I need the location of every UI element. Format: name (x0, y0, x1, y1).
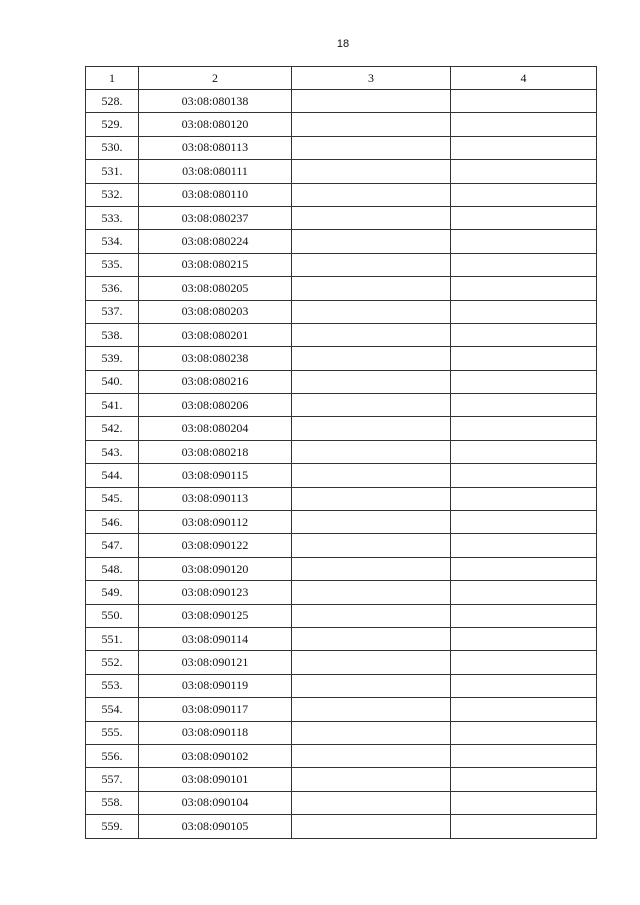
col4-cell (451, 370, 597, 393)
col4-cell (451, 277, 597, 300)
col3-cell (292, 744, 451, 767)
col3-cell (292, 487, 451, 510)
cadastral-code-cell: 03:08:090122 (139, 534, 292, 557)
row-number-cell: 530. (86, 136, 139, 159)
cadastral-code-cell: 03:08:080201 (139, 323, 292, 346)
col4-cell (451, 791, 597, 814)
col4-cell (451, 651, 597, 674)
table-row (86, 206, 597, 229)
cadastral-code-cell: 03:08:080113 (139, 136, 292, 159)
row-number-cell: 552. (86, 651, 139, 674)
col3-cell (292, 557, 451, 580)
cadastral-code-cell: 03:08:090121 (139, 651, 292, 674)
col3-cell (292, 768, 451, 791)
col3-cell (292, 136, 451, 159)
table-row (86, 464, 597, 487)
col3-cell (292, 651, 451, 674)
table-row (86, 300, 597, 323)
col4-cell (451, 464, 597, 487)
row-number-cell: 540. (86, 370, 139, 393)
col3-cell (292, 160, 451, 183)
table-row (86, 90, 597, 113)
table-row (86, 440, 597, 463)
cadastral-code-cell: 03:08:090120 (139, 557, 292, 580)
col4-cell (451, 394, 597, 417)
cadastral-code-cell: 03:08:080224 (139, 230, 292, 253)
table-row (86, 768, 597, 791)
row-number-cell: 534. (86, 230, 139, 253)
row-number-cell: 549. (86, 581, 139, 604)
cadastral-code-cell: 03:08:090125 (139, 604, 292, 627)
col4-cell (451, 627, 597, 650)
table-row (86, 511, 597, 534)
cadastral-code-cell: 03:08:090114 (139, 627, 292, 650)
row-number-cell: 550. (86, 604, 139, 627)
table-row (86, 791, 597, 814)
col3-cell (292, 300, 451, 323)
header-col-4: 4 (451, 67, 597, 90)
col4-cell (451, 768, 597, 791)
table-row (86, 113, 597, 136)
table-row (86, 370, 597, 393)
table-row (86, 744, 597, 767)
col3-cell (292, 183, 451, 206)
col4-cell (451, 113, 597, 136)
cadastral-code-cell: 03:08:090115 (139, 464, 292, 487)
col3-cell (292, 253, 451, 276)
row-number-cell: 531. (86, 160, 139, 183)
col4-cell (451, 136, 597, 159)
cadastral-code-cell: 03:08:090123 (139, 581, 292, 604)
col3-cell (292, 417, 451, 440)
col4-cell (451, 440, 597, 463)
table-row (86, 183, 597, 206)
col4-cell (451, 183, 597, 206)
col4-cell (451, 511, 597, 534)
row-number-cell: 546. (86, 511, 139, 534)
col4-cell (451, 323, 597, 346)
cadastral-code-cell: 03:08:080120 (139, 113, 292, 136)
cadastral-code-cell: 03:08:080110 (139, 183, 292, 206)
row-number-cell: 541. (86, 394, 139, 417)
table-row (86, 277, 597, 300)
cadastral-code-cell: 03:08:080218 (139, 440, 292, 463)
row-number-cell: 538. (86, 323, 139, 346)
cadastral-code-cell: 03:08:090101 (139, 768, 292, 791)
cadastral-code-cell: 03:08:080204 (139, 417, 292, 440)
row-number-cell: 551. (86, 627, 139, 650)
row-number-cell: 559. (86, 815, 139, 838)
col4-cell (451, 300, 597, 323)
row-number-cell: 548. (86, 557, 139, 580)
col4-cell (451, 674, 597, 697)
col3-cell (292, 815, 451, 838)
cadastral-code-cell: 03:08:090117 (139, 698, 292, 721)
col3-cell (292, 581, 451, 604)
col3-cell (292, 721, 451, 744)
table-body (86, 90, 597, 839)
col3-cell (292, 511, 451, 534)
table-row (86, 253, 597, 276)
row-number-cell: 554. (86, 698, 139, 721)
cadastral-code-cell: 03:08:090104 (139, 791, 292, 814)
table-row (86, 230, 597, 253)
table-row (86, 136, 597, 159)
col4-cell (451, 557, 597, 580)
row-number-cell: 537. (86, 300, 139, 323)
col4-cell (451, 721, 597, 744)
table-row (86, 347, 597, 370)
table-row (86, 581, 597, 604)
header-row (86, 67, 597, 90)
table-row (86, 394, 597, 417)
col4-cell (451, 90, 597, 113)
cadastral-code-cell: 03:08:080203 (139, 300, 292, 323)
header-col-3: 3 (292, 67, 451, 90)
row-number-cell: 532. (86, 183, 139, 206)
col4-cell (451, 160, 597, 183)
col4-cell (451, 581, 597, 604)
cadastral-code-cell: 03:08:090112 (139, 511, 292, 534)
col3-cell (292, 627, 451, 650)
col3-cell (292, 113, 451, 136)
col4-cell (451, 347, 597, 370)
table-row (86, 627, 597, 650)
col4-cell (451, 604, 597, 627)
row-number-cell: 556. (86, 744, 139, 767)
table-row (86, 651, 597, 674)
col3-cell (292, 277, 451, 300)
row-number-cell: 544. (86, 464, 139, 487)
table-row (86, 721, 597, 744)
col4-cell (451, 417, 597, 440)
row-number-cell: 535. (86, 253, 139, 276)
table-row (86, 417, 597, 440)
cadastral-code-cell: 03:08:080206 (139, 394, 292, 417)
col4-cell (451, 815, 597, 838)
table-row (86, 487, 597, 510)
row-number-cell: 533. (86, 206, 139, 229)
col3-cell (292, 604, 451, 627)
cadastral-code-cell: 03:08:090113 (139, 487, 292, 510)
cadastral-code-cell: 03:08:090118 (139, 721, 292, 744)
cadastral-code-cell: 03:08:090119 (139, 674, 292, 697)
col3-cell (292, 698, 451, 721)
header-col-1: 1 (86, 67, 139, 90)
cadastral-code-cell: 03:08:080138 (139, 90, 292, 113)
table-row (86, 604, 597, 627)
table-header (86, 67, 597, 90)
row-number-cell: 558. (86, 791, 139, 814)
table-row (86, 674, 597, 697)
table-row (86, 557, 597, 580)
table-row (86, 160, 597, 183)
row-number-cell: 547. (86, 534, 139, 557)
table-row (86, 534, 597, 557)
row-number-cell: 528. (86, 90, 139, 113)
header-col-2: 2 (139, 67, 292, 90)
row-number-cell: 555. (86, 721, 139, 744)
col4-cell (451, 230, 597, 253)
row-number-cell: 557. (86, 768, 139, 791)
col4-cell (451, 698, 597, 721)
row-number-cell: 536. (86, 277, 139, 300)
col3-cell (292, 394, 451, 417)
col4-cell (451, 744, 597, 767)
col3-cell (292, 534, 451, 557)
row-number-cell: 529. (86, 113, 139, 136)
cadastral-code-cell: 03:08:080205 (139, 277, 292, 300)
col3-cell (292, 90, 451, 113)
table-row (86, 323, 597, 346)
col4-cell (451, 534, 597, 557)
col3-cell (292, 230, 451, 253)
col3-cell (292, 206, 451, 229)
table-row (86, 698, 597, 721)
registry-table (85, 66, 597, 839)
col3-cell (292, 370, 451, 393)
cadastral-code-cell: 03:08:090102 (139, 744, 292, 767)
col4-cell (451, 206, 597, 229)
page-number: 18 (336, 38, 350, 50)
row-number-cell: 542. (86, 417, 139, 440)
row-number-cell: 553. (86, 674, 139, 697)
cadastral-code-cell: 03:08:080238 (139, 347, 292, 370)
col3-cell (292, 791, 451, 814)
cadastral-code-cell: 03:08:080215 (139, 253, 292, 276)
col3-cell (292, 674, 451, 697)
col3-cell (292, 464, 451, 487)
col3-cell (292, 323, 451, 346)
cadastral-code-cell: 03:08:080111 (139, 160, 292, 183)
col3-cell (292, 440, 451, 463)
cadastral-code-cell: 03:08:080216 (139, 370, 292, 393)
col3-cell (292, 347, 451, 370)
col4-cell (451, 487, 597, 510)
table-row (86, 815, 597, 838)
cadastral-code-cell: 03:08:090105 (139, 815, 292, 838)
cadastral-code-cell: 03:08:080237 (139, 206, 292, 229)
row-number-cell: 539. (86, 347, 139, 370)
row-number-cell: 545. (86, 487, 139, 510)
row-number-cell: 543. (86, 440, 139, 463)
col4-cell (451, 253, 597, 276)
